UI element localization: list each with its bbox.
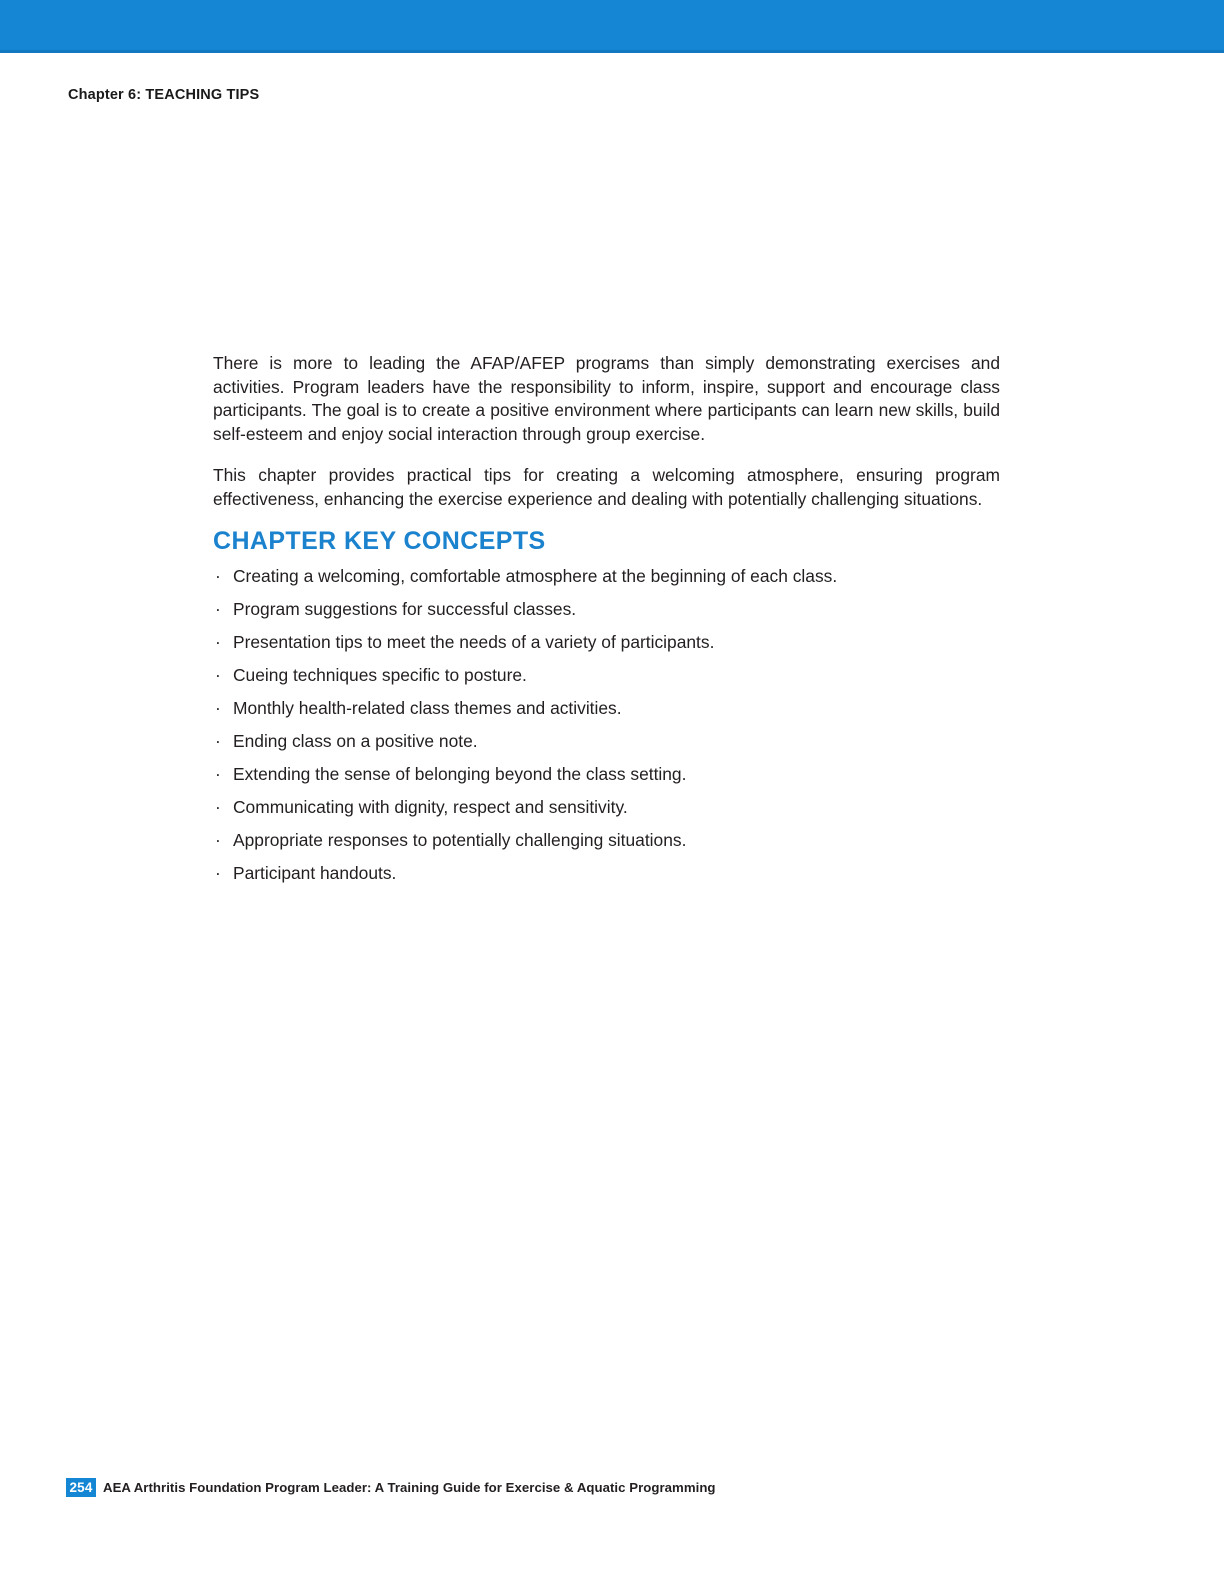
- intro-paragraph-2: This chapter provides practical tips for creating a welcoming atmosphere, ensuring program effectiveness, enhancing the exercise experience and dealing with potentially challenging situations.: [213, 464, 1000, 509]
- list-item-label: Program suggestions for successful classes.: [233, 599, 577, 620]
- list-item-label: Extending the sense of belonging beyond the class setting.: [233, 764, 687, 785]
- list-item: [213, 565, 1000, 588]
- bullet-icon: ·: [215, 599, 221, 620]
- section-heading-chapter-key-concepts: CHAPTER KEY CONCEPTS: [213, 527, 546, 556]
- bullet-icon: ·: [215, 665, 221, 686]
- bullet-icon: ·: [215, 698, 221, 719]
- list-item: [213, 631, 1000, 654]
- list-item: [213, 829, 1000, 852]
- list-item: [213, 730, 1000, 753]
- list-item-label: Participant handouts.: [233, 863, 397, 884]
- list-item-label: Communicating with dignity, respect and sensitivity.: [233, 797, 628, 818]
- list-item-label: Ending class on a positive note.: [233, 731, 478, 752]
- main-content-column: [213, 352, 1000, 895]
- list-item: [213, 862, 1000, 885]
- header-blue-band: [0, 0, 1224, 50]
- footer-book-title: AEA Arthritis Foundation Program Leader: A Training Guide for Exercise & Aquatic Programming: [103, 1480, 716, 1495]
- list-item-label: Monthly health-related class themes and activities.: [233, 698, 622, 719]
- header-band-bottom-edge: [0, 50, 1224, 53]
- key-concepts-list: [213, 565, 1000, 885]
- bullet-icon: ·: [215, 566, 221, 587]
- running-head-chapter-title: Chapter 6: TEACHING TIPS: [68, 87, 260, 103]
- bullet-icon: ·: [215, 731, 221, 752]
- list-item: [213, 598, 1000, 621]
- page-footer: [66, 1478, 716, 1497]
- bullet-icon: ·: [215, 863, 221, 884]
- list-item-label: Creating a welcoming, comfortable atmosphere at the beginning of each class.: [233, 566, 838, 587]
- intro-paragraph-1: There is more to leading the AFAP/AFEP programs than simply demonstrating exercises and activities. Program leaders have the responsibility to inform, inspire, support and encourage class participants. The goal is to create a positive environment where participants can learn new skills, build self-esteem and enjoy social interaction through group exercise.: [213, 353, 1000, 445]
- list-item: [213, 763, 1000, 786]
- bullet-icon: ·: [215, 830, 221, 851]
- list-item: [213, 796, 1000, 819]
- list-item-label: Presentation tips to meet the needs of a variety of participants.: [233, 632, 715, 653]
- bullet-icon: ·: [215, 797, 221, 818]
- list-item-label: Appropriate responses to potentially challenging situations.: [233, 830, 687, 851]
- page-number-badge: 254: [66, 1478, 96, 1497]
- list-item: [213, 697, 1000, 720]
- list-item-label: Cueing techniques specific to posture.: [233, 665, 527, 686]
- bullet-icon: ·: [215, 764, 221, 785]
- bullet-icon: ·: [215, 632, 221, 653]
- list-item: [213, 664, 1000, 687]
